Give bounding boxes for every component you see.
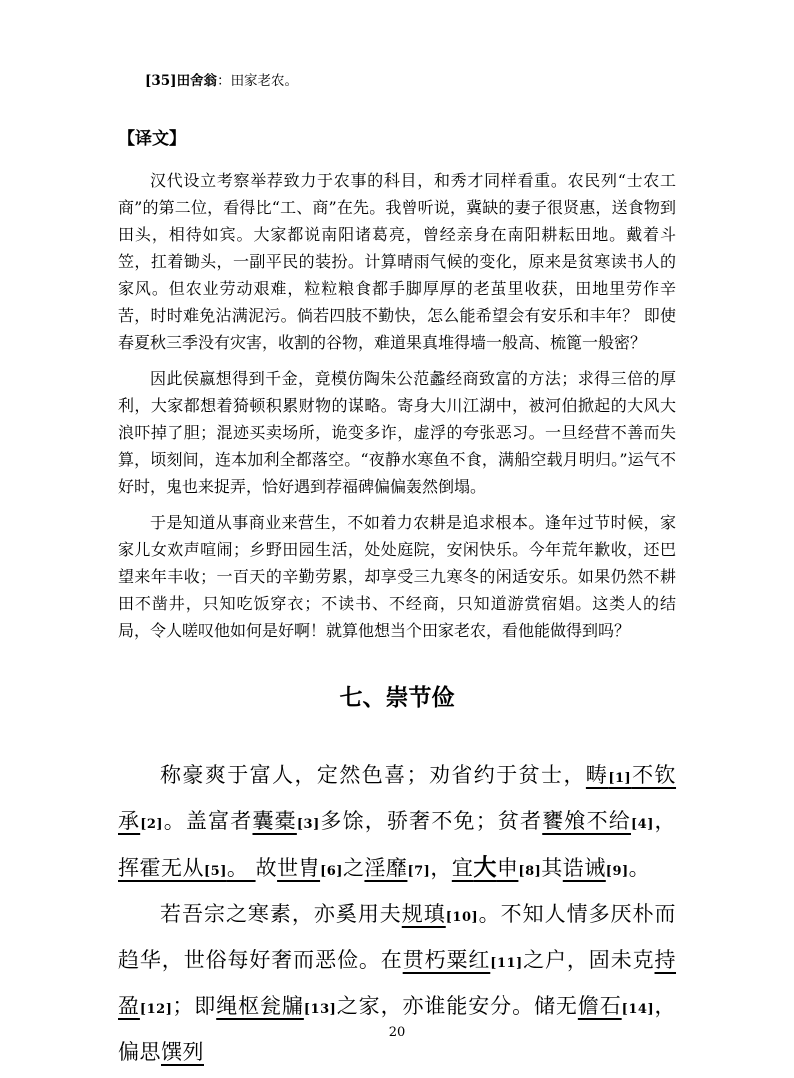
annotated-term: 畴 bbox=[585, 763, 609, 787]
annotated-term: 不钦承 bbox=[118, 763, 677, 833]
annotation-ref: [4] bbox=[630, 817, 654, 832]
annotation-ref: [3] bbox=[296, 817, 320, 832]
classical-paragraph bbox=[118, 893, 676, 1074]
page-number: 20 bbox=[388, 1025, 406, 1040]
annotation-ref: [12] bbox=[139, 1002, 173, 1017]
annotation-ref: [6] bbox=[320, 864, 343, 879]
footnote-definition: 田家老农。 bbox=[230, 73, 299, 89]
text-run: 多馀，骄奢不免；贫者 bbox=[319, 809, 543, 833]
text-run: 若吾宗之寒素，亦奚用夫 bbox=[160, 902, 402, 926]
translation-paragraph: 汉代设立考察举荐致力于农事的科目，和秀才同样看重。农民列“士农工商”的第二位，看得比“工、商”在先。我曾听说，冀缺的妻子很贤惠，送食物到田头，相待如宾。大家都说南阳诸葛亮，曾经亲身在南阳耕耘田地。戴着斗笠，扛着锄头，一副平民的装扮。计算晴雨气候的变化，原来是贫寒读书人的家风。但农业劳动艰难，粒粒粮食都手脚厚厚的老茧里收获，田地里劳作辛苦，时时难免沾满泥污。倘若四肢不勤快，怎么能希望会有安乐和丰年？ 即使春夏秋三季没有灾害，收割的谷物，难道果真堆得墙一般高、梳篦一般密？ bbox=[118, 171, 676, 352]
annotation-ref: [14] bbox=[621, 1002, 655, 1017]
annotated-term: 挥霍无从 bbox=[118, 856, 204, 880]
annotation-ref: [10] bbox=[445, 910, 479, 925]
annotation-ref: [13] bbox=[303, 1002, 337, 1017]
annotated-term: 馔列 bbox=[161, 1040, 204, 1064]
annotated-term: 诰诫 bbox=[562, 856, 606, 880]
annotation-ref: [9] bbox=[605, 864, 629, 879]
annotated-term: 淫靡 bbox=[364, 856, 408, 880]
annotation-ref: [5] bbox=[204, 864, 227, 879]
translation-heading: 【译文】 bbox=[118, 129, 186, 149]
text-run: 其 bbox=[541, 856, 563, 880]
annotated-term: 规瑱 bbox=[401, 902, 446, 926]
footnote-colon: ： bbox=[217, 73, 231, 89]
text-run: 。 bbox=[628, 856, 651, 880]
text-run: 。盖富者 bbox=[163, 809, 253, 833]
annotated-term: 宜 bbox=[451, 856, 474, 880]
annotation-ref: [8] bbox=[518, 864, 542, 879]
footnote-line bbox=[118, 72, 676, 91]
annotated-term: 世胄 bbox=[277, 856, 321, 880]
text-run: ， bbox=[430, 856, 452, 880]
annotated-term: 申 bbox=[496, 856, 519, 880]
text-run: 之家，亦谁能安分。储无 bbox=[336, 994, 578, 1018]
text-run: 。不知人情多厌朴而趋华，世俗每好奢而恶俭。在 bbox=[118, 902, 677, 972]
footnote-marker: [35] bbox=[145, 73, 177, 89]
annotated-term: 饔飧不给 bbox=[542, 809, 631, 833]
translation-body bbox=[118, 167, 676, 644]
text-run: 称豪爽于富人，定然色喜；劝省约于贫士， bbox=[160, 763, 586, 787]
annotation-ref: [1] bbox=[608, 771, 632, 786]
annotated-term: 持盈 bbox=[118, 948, 677, 1018]
annotation-ref: [11] bbox=[490, 956, 523, 971]
annotated-term: 大 bbox=[473, 854, 497, 881]
section-heading: 七、崇节俭 bbox=[339, 685, 455, 711]
annotated-term: 儋石 bbox=[577, 994, 622, 1018]
text-run: ；即 bbox=[172, 994, 217, 1018]
annotated-term: 绳枢瓮牖 bbox=[216, 994, 304, 1018]
annotation-ref: [2] bbox=[140, 817, 164, 832]
text-run: ， bbox=[653, 809, 677, 833]
classical-paragraph bbox=[118, 754, 676, 893]
translation-paragraph: 于是知道从事商业来营生，不如着力农耕是追求根本。逢年过节时候，家家儿女欢声喧闹；乡野田园生活，处处庭院，安闲快乐。今年荒年歉收，还巴望来年丰收；一百天的辛勤劳累，却享受三九寒冬的闲适安乐。如果仍然不耕田不凿井，只知吃饭穿衣；不读书、不经商，只知道游赏宿娼。这类人的结局，令人嗟叹他如何是好啊！就算他想当个田家老农，看他能做得到吗？ bbox=[118, 513, 676, 640]
text-run: ，偏思 bbox=[118, 994, 677, 1064]
text-run: 之户，固未克 bbox=[522, 948, 655, 972]
translation-paragraph: 因此侯嬴想得到千金，竟模仿陶朱公范蠡经商致富的方法；求得三倍的厚利，大家都想着猗顿积累财物的谋略。寄身大川江湖中，被河伯掀起的大风大浪吓掉了胆；混迹买卖场所，诡变多诈，虚浮的夸张恶习。一旦经营不善而失算，顷刻间，连本加利全都落空。“夜静水寒鱼不食，满船空载月明归。”运气不好时，鬼也来捉弄，恰好遇到荐福碑偏偏轰然倒塌。 bbox=[118, 369, 676, 496]
annotation-ref: [7] bbox=[407, 864, 431, 879]
text-run: 故 bbox=[255, 856, 278, 880]
annotated-term: 贯朽粟红 bbox=[402, 948, 491, 972]
footnote-term: 田舍翁 bbox=[176, 73, 218, 89]
annotated-term: 。 bbox=[226, 856, 256, 880]
annotated-term: 囊橐 bbox=[252, 809, 297, 833]
text-run: 之 bbox=[342, 856, 365, 880]
